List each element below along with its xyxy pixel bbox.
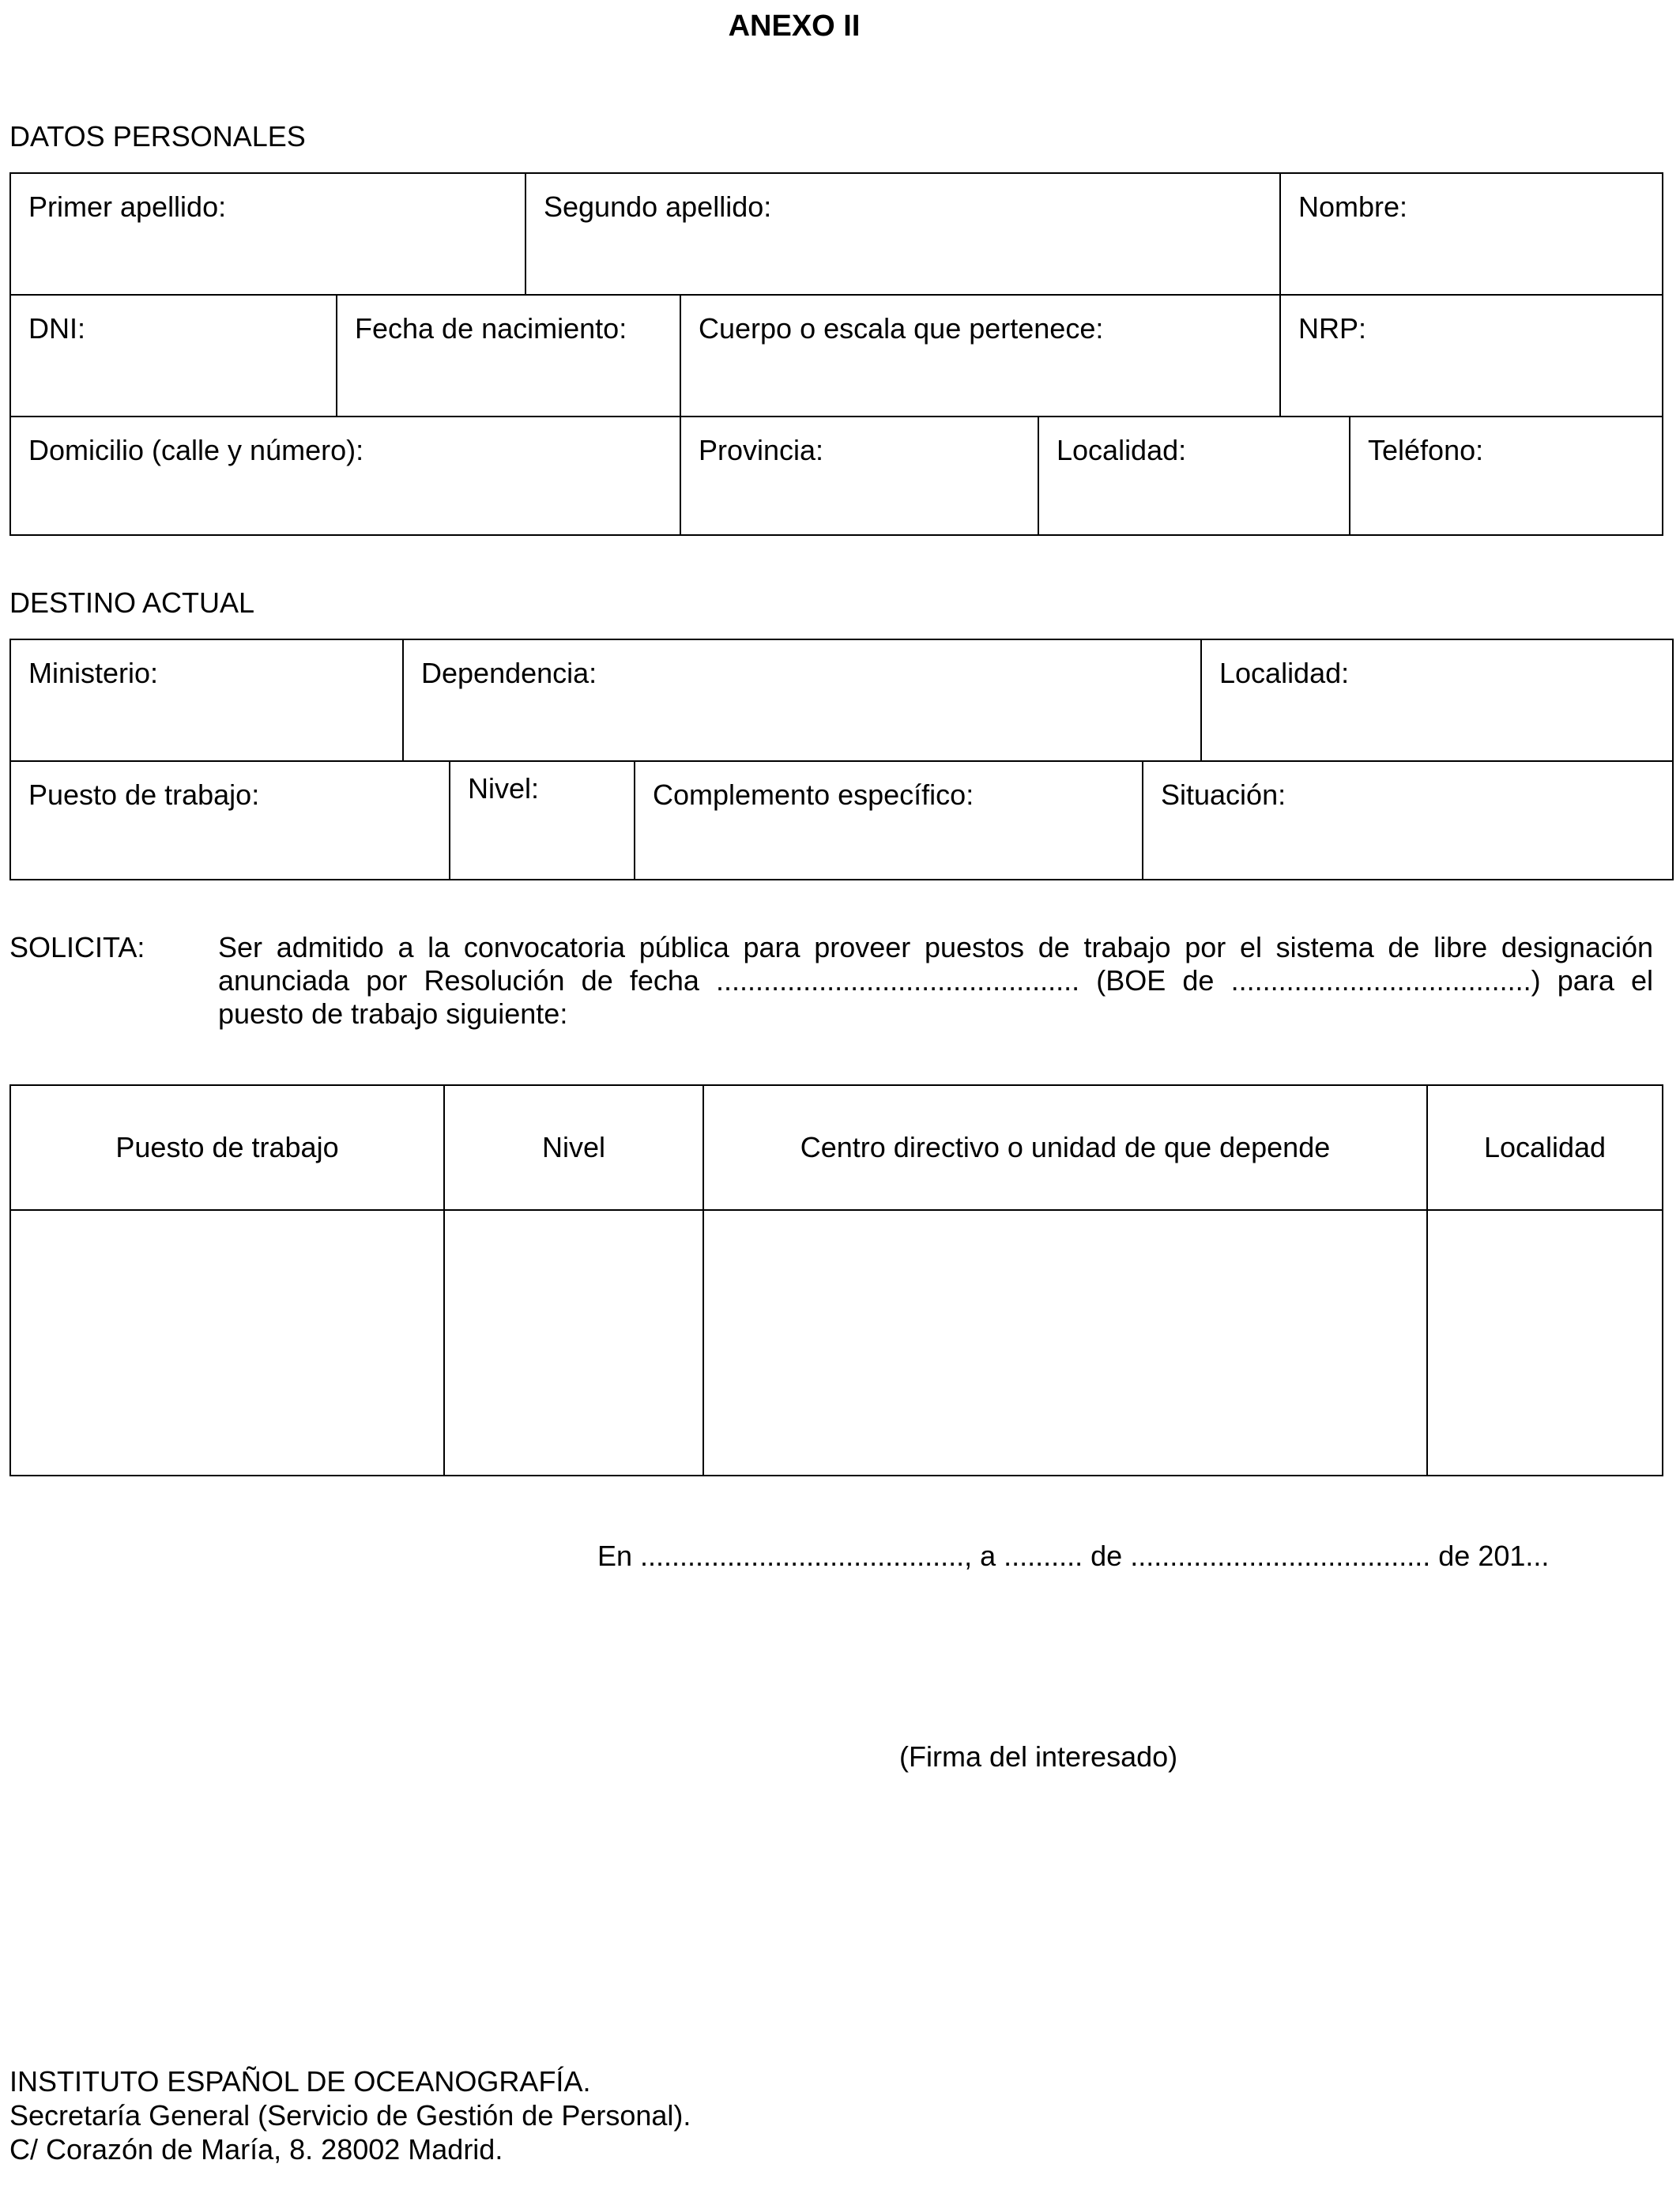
dni-field[interactable]: DNI: xyxy=(11,296,337,416)
destino-localidad-field[interactable]: Localidad: xyxy=(1219,657,1350,689)
situacion-field[interactable]: Situación: xyxy=(1161,778,1286,811)
datos-row-1 xyxy=(11,174,1662,294)
footer-line-1: INSTITUTO ESPAÑOL DE OCEANOGRAFÍA. xyxy=(9,2065,591,2098)
datos-row-3 xyxy=(11,416,1662,536)
localidad-field[interactable]: Localidad: xyxy=(1039,417,1350,536)
telefono-field[interactable]: Teléfono: xyxy=(1368,434,1484,466)
primer-apellido-field[interactable]: Primer apellido: xyxy=(11,174,526,294)
footer-line-3: C/ Corazón de María, 8. 28002 Madrid. xyxy=(9,2133,503,2166)
solicita-line-3: puesto de trabajo siguiente: xyxy=(218,997,568,1030)
nivel-cell-input[interactable] xyxy=(445,1211,704,1475)
destino-actual-grid xyxy=(9,639,1674,880)
destino-row-1 xyxy=(11,640,1672,760)
puesto-cell-input[interactable] xyxy=(11,1211,445,1475)
nombre-field[interactable]: Nombre: xyxy=(1298,190,1408,223)
page-title: ANEXO II xyxy=(728,9,861,43)
solicita-line-1: Ser admitido a la convocatoria pública para proveer puestos de trabajo por el sistema de libre designación xyxy=(218,931,1653,963)
column-header-nivel: Nivel xyxy=(445,1086,704,1209)
fecha-nacimiento-field[interactable]: Fecha de nacimiento: xyxy=(337,296,681,416)
datos-row-2 xyxy=(11,294,1662,416)
cuerpo-escala-field[interactable]: Cuerpo o escala que pertenece: xyxy=(681,296,1281,416)
column-header-puesto: Puesto de trabajo xyxy=(11,1086,445,1209)
place-date-line: En ........................................., a .......... de ...................................... de 201... xyxy=(597,1540,1550,1572)
datos-personales-heading: DATOS PERSONALES xyxy=(9,120,306,153)
solicita-line-2: anunciada por Resolución de fecha .............................................. (BOE de ......................................) para el xyxy=(218,964,1653,997)
solicita-label: SOLICITA: xyxy=(9,931,145,963)
provincia-field[interactable]: Provincia: xyxy=(681,417,1039,536)
footer-line-2: Secretaría General (Servicio de Gestión de Personal). xyxy=(9,2099,691,2132)
puesto-table xyxy=(9,1084,1663,1476)
dependencia-field[interactable]: Dependencia: xyxy=(404,640,1202,760)
nrp-field[interactable]: NRP: xyxy=(1298,312,1367,345)
puesto-table-row xyxy=(11,1211,1662,1475)
destino-row-2 xyxy=(11,760,1672,880)
centro-cell-input[interactable] xyxy=(704,1211,1428,1475)
segundo-apellido-field[interactable]: Segundo apellido: xyxy=(526,174,1281,294)
datos-personales-grid xyxy=(9,172,1663,536)
footer-address xyxy=(9,2064,691,2166)
column-header-centro: Centro directivo o unidad de que depende xyxy=(704,1086,1428,1209)
ministerio-field[interactable]: Ministerio: xyxy=(11,640,404,760)
nivel-field[interactable]: Nivel: xyxy=(450,762,635,880)
column-header-localidad: Localidad xyxy=(1483,1131,1607,1163)
puesto-trabajo-field[interactable]: Puesto de trabajo: xyxy=(11,762,450,880)
puesto-table-header xyxy=(11,1086,1662,1211)
domicilio-field[interactable]: Domicilio (calle y número): xyxy=(11,417,681,536)
solicita-text xyxy=(218,931,1653,1031)
complemento-especifico-field[interactable]: Complemento específico: xyxy=(635,762,1143,880)
localidad-cell-input[interactable] xyxy=(1428,1211,1662,1475)
signature-label: (Firma del interesado) xyxy=(899,1740,1178,1773)
destino-actual-heading: DESTINO ACTUAL xyxy=(9,586,255,619)
